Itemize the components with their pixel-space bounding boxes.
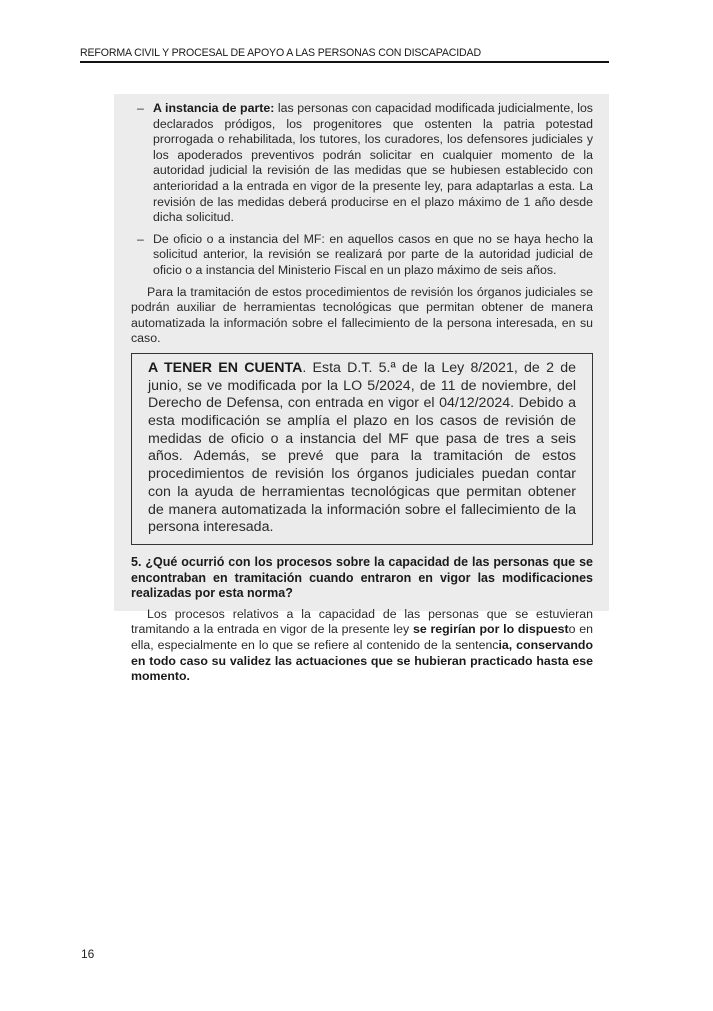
bullet-text: De oficio o a instancia del MF: en aquellos casos en que no se haya hecho la solicitud anterior, la revisión se realizará por parte de la autoridad judicial de oficio o a instancia del Ministerio Fiscal en un plazo máximo de seis años. <box>153 231 593 277</box>
note-box-a-tener-en-cuenta <box>131 353 593 545</box>
answer-bold-2: ia, conservando en todo caso su validez las actuaciones que se hubieran practicado hasta ese momento. <box>131 637 593 684</box>
answer-text-1: Los procesos relativos a la capacidad de las personas que se estuvieran tramitando a la entrada en vigor de la presente ley <box>131 606 593 637</box>
dash-bullet: – <box>137 101 144 115</box>
answer-bold-1: se regirían por lo dispuest <box>412 622 569 637</box>
note-text: . Esta D.T. 5.ª de la Ley 8/2021, de 2 de junio, se ve modificada por la LO 5/2024, de 11 de noviembre, del Derecho de Defensa, con entrada en vigor el 04/12/2024. Debido a esta modificación se amplía el plazo en los casos de revisión de medidas de oficio o a instancia del MF que pasa de tres a seis años. Además, se prevé que para la tramitación de estos procedimientos de revisión los órganos judiciales puedan contar con la ayuda de herramientas tecnológicas que permitan obtener de manera automatizada la información sobre el fallecimiento de la persona interesada. <box>148 359 576 536</box>
bullet-text: las personas con capacidad modificada judicialmente, los declarados pródigos, los progenitores que ostenten la patria potestad prorrogada o rehabilitada, los tutores, los curadores, los defensores judiciales y los apoderados preventivos podrán solicitar en cualquier momento de la autoridad judicial la revisión de las medidas que se hubiesen establecido con anterioridad a la entrada en vigor de la presente ley, para adaptarlas a esta. La revisión de las medidas deberá producirse en el plazo máximo de 1 año desde dicha solicitud. <box>153 101 593 225</box>
question-heading: 5. ¿Qué ocurrió con los procesos sobre la capacidad de las personas que se encontraban en tramitación cuando entraron en vigor las modificaciones realizadas por esta norma? <box>131 554 593 601</box>
list-item-de-oficio <box>131 232 593 279</box>
page-number: 16 <box>81 947 95 961</box>
list-item-a-instancia-de-parte <box>131 101 593 226</box>
header-rule <box>80 61 609 63</box>
note-lead: A TENER EN CUENTA <box>148 359 303 376</box>
paragraph-tramitacion: Para la tramitación de estos procedimientos de revisión los órganos judiciales se podrán auxiliar de herramientas tecnológicas que permitan obtener de manera automatizada la información sobre el fallecimiento de la persona interesada, en su caso. <box>131 284 593 346</box>
dash-bullet: – <box>137 231 144 246</box>
running-header-title: REFORMA CIVIL Y PROCESAL DE APOYO A LAS PERSONAS CON DISCAPACIDAD <box>80 47 481 59</box>
bullet-lead: A instancia de parte: <box>153 101 275 115</box>
answer-text-2: o en ella, especialmente en lo que se refiere al contenido de la sentenc <box>131 622 594 652</box>
answer-paragraph <box>131 607 593 685</box>
page-content <box>131 101 593 691</box>
